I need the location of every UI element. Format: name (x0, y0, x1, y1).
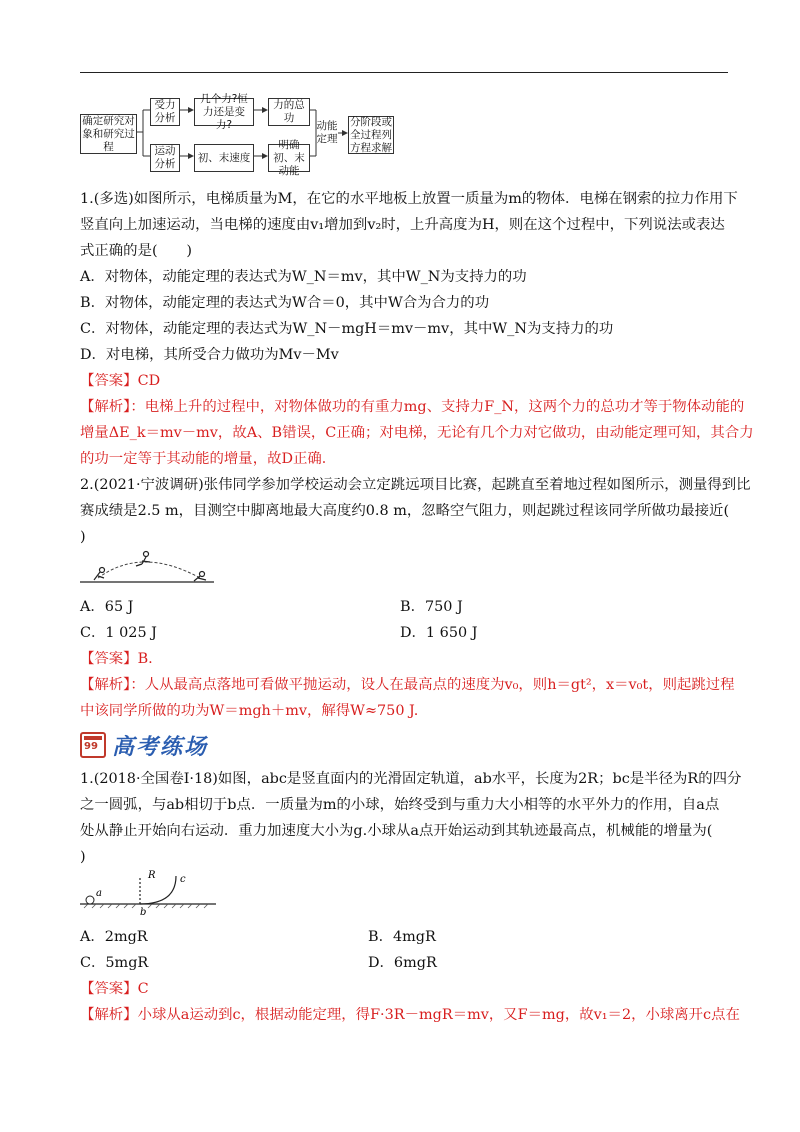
q2-option-a: A．65 J (80, 599, 134, 615)
flow-ke-box: 明确初、末动能 (268, 144, 310, 172)
q1-option-d: D．对电梯，其所受合力做功为Mv－Mv (80, 347, 339, 363)
q2-stem-line1: 2.(2021·宁波调研)张伟同学参加学校运动会立定跳远项目比赛，起跳直至着地过程如图所示，测量得到比 (80, 477, 751, 493)
q1-explanation-line1: 【解析】：电梯上升的过程中，对物体做功的有重力mg、支持力F_N，这两个力的总功才等于物体动能的 (80, 399, 745, 415)
flow-start-box: 确定研究对象和研究过程 (80, 114, 137, 154)
q1-stem-line3: 式正确的是( ) (80, 243, 192, 259)
q3-stem-line2: 之一圆弧，与ab相切于b点．一质量为m的小球，始终受到与重力大小相等的水平外力的作用，自a点 (80, 797, 720, 813)
q3-stem-line1: 1.(2018·全国卷Ⅰ·18)如图，abc是竖直面内的光滑固定轨道，ab水平，长度为2R；bc是半径为R的四分 (80, 771, 742, 787)
q1-option-b: B．对物体，动能定理的表达式为W合＝0，其中W合为合力的功 (80, 295, 490, 311)
track-figure (80, 868, 220, 916)
flow-velocity-box: 初、末速度 (194, 144, 254, 172)
q3-option-a: A．2mgR (80, 929, 148, 945)
label-b: b (140, 907, 147, 916)
q2-stem-line3: ) (80, 529, 86, 545)
q3-stem-line4: ) (80, 849, 86, 865)
flow-theorem-label: 动能定理 (316, 120, 338, 145)
q2-stem-line2: 赛成绩是2.5 m，目测空中脚离地最大高度约0.8 m，忽略空气阻力，则起跳过程该同学所做功最接近( (80, 503, 730, 519)
calendar-icon: 99 (80, 732, 106, 758)
q2-option-d: D．1 650 J (400, 625, 478, 641)
q3-stem-line3: 处从静止开始向右运动．重力加速度大小为g.小球从a点开始运动到其轨迹最高点，机械能的增量为( (80, 823, 713, 839)
q1-option-c: C．对物体，动能定理的表达式为W_N－mgH＝mv－mv，其中W_N为支持力的功 (80, 321, 614, 337)
q3-option-d: D．6mgR (368, 955, 437, 971)
label-r: R (148, 870, 156, 881)
q2-explanation-line2: 中该同学所做的功为W＝mgh＋mv，解得W≈750 J. (80, 703, 419, 719)
q3-option-c: C．5mgR (80, 955, 149, 971)
q1-stem-line1: 1.(多选)如图所示，电梯质量为M，在它的水平地板上放置一质量为m的物体．电梯在钢索的拉力作用下 (80, 191, 738, 207)
q1-answer: 【答案】CD (80, 373, 161, 389)
top-rule (80, 72, 728, 73)
ball-icon (86, 896, 94, 904)
flowchart (80, 92, 420, 177)
q2-explanation-line1: 【解析】：人从最高点落地可看做平抛运动，设人在最高点的速度为v₀，则h＝gt²，x＝v₀t，则起跳过程 (80, 677, 735, 693)
flow-equation-box: 分阶段或全过程列方程求解 (350, 115, 392, 154)
flow-forces-box: 几个力?恒力还是变力? (194, 98, 254, 126)
flow-work-box: 力的总功 (268, 98, 310, 126)
q2-option-c: C．1 025 J (80, 625, 157, 641)
section-header (80, 730, 208, 760)
q3-answer: 【答案】C (80, 981, 149, 997)
flow-force-box: 受力分析 (150, 98, 180, 126)
q2-option-b: B．750 J (400, 599, 463, 615)
q1-stem-line2: 竖直向上加速运动，当电梯的速度由v₁增加到v₂时，上升高度为H，则在这个过程中，下列说法或表达 (80, 217, 725, 233)
q3-explanation-line1: 【解析】小球从a运动到c，根据动能定理，得F·3R－mgR＝mv，又F＝mg，故v₁＝2，小球离开c点在 (80, 1007, 740, 1023)
q3-option-b: B．4mgR (368, 929, 436, 945)
q1-explanation-line2: 增量ΔE_k＝mv－mv，故A、B错误，C正确；对电梯，无论有几个力对它做功，由动能定理可知，其合力 (80, 425, 754, 441)
long-jump-figure (80, 548, 220, 588)
q2-answer: 【答案】B. (80, 651, 153, 667)
section-title: 高考练场 (112, 733, 209, 760)
label-c: c (180, 874, 186, 885)
q1-option-a: A．对物体，动能定理的表达式为W_N＝mv，其中W_N为支持力的功 (80, 269, 527, 285)
q1-explanation-line3: 的功一定等于其动能的增量，故D正确． (80, 451, 337, 467)
flow-motion-box: 运动分析 (150, 144, 180, 172)
label-a: a (96, 888, 102, 899)
